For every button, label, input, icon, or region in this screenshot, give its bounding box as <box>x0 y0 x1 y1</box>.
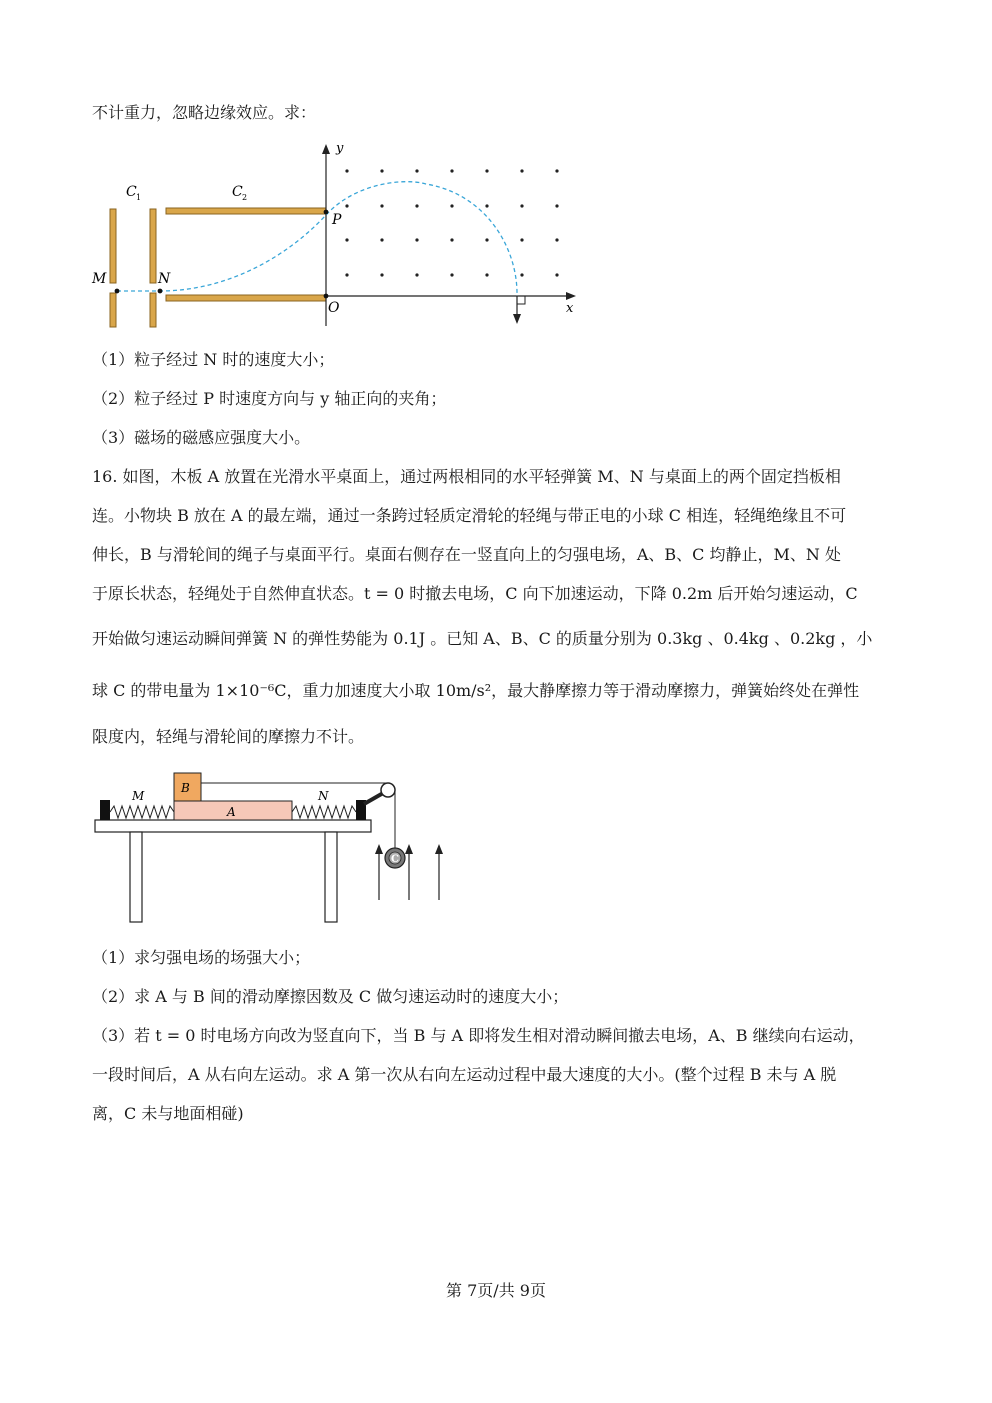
plate-c2-upper <box>166 208 326 214</box>
plate-c2-lower <box>166 295 326 301</box>
label-spring-m: M <box>132 789 145 803</box>
q15-part-1: （1）粒子经过 N 时的速度大小； <box>92 350 335 369</box>
label-x: x <box>566 301 574 316</box>
tabletop <box>95 820 371 832</box>
point-m <box>115 289 120 294</box>
page-footer: 第 7页/共 9页 <box>446 1281 546 1300</box>
label-y: y <box>336 141 344 156</box>
spring-m <box>110 806 174 818</box>
spring-n <box>292 806 356 818</box>
plate-c1-left-lower <box>110 293 116 327</box>
label-c2-sub: 2 <box>242 193 248 202</box>
figure-particle-trajectory <box>86 138 586 330</box>
q16-line-3: 伸长，B 与滑轮间的绳子与桌面平行。桌面右侧存在一竖直向上的匀强电场，A、B、C 均静止，M、N 处 <box>92 545 841 564</box>
particle-trajectory <box>117 182 517 296</box>
label-c1: C <box>126 184 137 200</box>
q15-part-2: （2）粒子经过 P 时速度方向与 y 轴正向的夹角； <box>92 389 447 408</box>
field-arrowhead-3 <box>435 844 443 854</box>
q16-line-2: 连。小物块 B 放在 A 的最左端，通过一条跨过轻质定滑轮的轻绳与带正电的小球 C 相连，轻绳绝缘且不可 <box>92 506 847 525</box>
q16-part-3-line-1: （3）若 t = 0 时电场方向改为竖直向下，当 B 与 A 即将发生相对滑动瞬间撤去电场，A、B 继续向右运动， <box>92 1026 865 1045</box>
label-c: C <box>391 854 399 865</box>
table-leg-right <box>325 832 337 922</box>
label-p: P <box>332 212 342 228</box>
label-o: O <box>328 300 340 316</box>
q16-line-6: 球 C 的带电量为 1×10⁻⁶C，重力加速度大小取 10m/s²，最大静摩擦力等于滑动摩擦力，弹簧始终处在弹性 <box>92 681 860 700</box>
point-n <box>158 289 163 294</box>
label-b: B <box>181 781 190 795</box>
label-a: A <box>227 805 236 819</box>
field-arrowhead-1 <box>375 844 383 854</box>
plate-c1-left-upper <box>110 209 116 283</box>
label-c2: C <box>232 184 243 200</box>
q16-part-3-line-2: 一段时间后，A 从右向左运动。求 A 第一次从右向左运动过程中最大速度的大小。(整个过程 B 未与 A 脱 <box>92 1065 837 1084</box>
label-c1-sub: 1 <box>136 193 142 202</box>
right-angle-mark <box>517 296 525 304</box>
q16-part-2: （2）求 A 与 B 间的滑动摩擦因数及 C 做匀速运动时的速度大小； <box>92 987 569 1006</box>
label-spring-n: N <box>318 789 329 803</box>
left-stop <box>100 800 110 820</box>
q16-part-3-line-3: 离，C 未与地面相碰) <box>92 1104 244 1123</box>
q16-part-1: （1）求匀强电场的场强大小； <box>92 948 311 967</box>
point-p <box>324 210 329 215</box>
label-m: M <box>92 271 107 287</box>
q16-line-7: 限度内，轻绳与滑轮间的摩擦力不计。 <box>92 727 365 746</box>
label-n: N <box>158 271 171 287</box>
field-arrowhead-2 <box>405 844 413 854</box>
q16-line-1: 16. 如图，木板 A 放置在光滑水平桌面上，通过两根相同的水平轻弹簧 M、N 与桌面上的两个固定挡板相 <box>92 467 841 486</box>
plate-c1-right-upper <box>150 209 156 283</box>
q16-line-4: 于原长状态，轻绳处于自然伸直状态。t = 0 时撤去电场，C 向下加速运动，下降 0.2m 后开始匀速运动，C <box>92 584 858 603</box>
x-axis-arrow <box>566 292 576 300</box>
pulley <box>381 783 395 797</box>
table-leg-left <box>130 832 142 922</box>
plate-c1-right-lower <box>150 293 156 327</box>
exit-arrowhead <box>513 314 521 324</box>
figure-table-setup <box>92 768 464 928</box>
intro-line: 不计重力，忽略边缘效应。求： <box>92 103 317 122</box>
q16-line-5: 开始做匀速运动瞬间弹簧 N 的弹性势能为 0.1J 。已知 A、B、C 的质量分别为 0.3kg 、0.4kg 、0.2kg ，小 <box>92 629 873 648</box>
q15-part-3: （3）磁场的磁感应强度大小。 <box>92 428 311 447</box>
point-o <box>324 294 329 299</box>
y-axis-arrow <box>322 144 330 154</box>
